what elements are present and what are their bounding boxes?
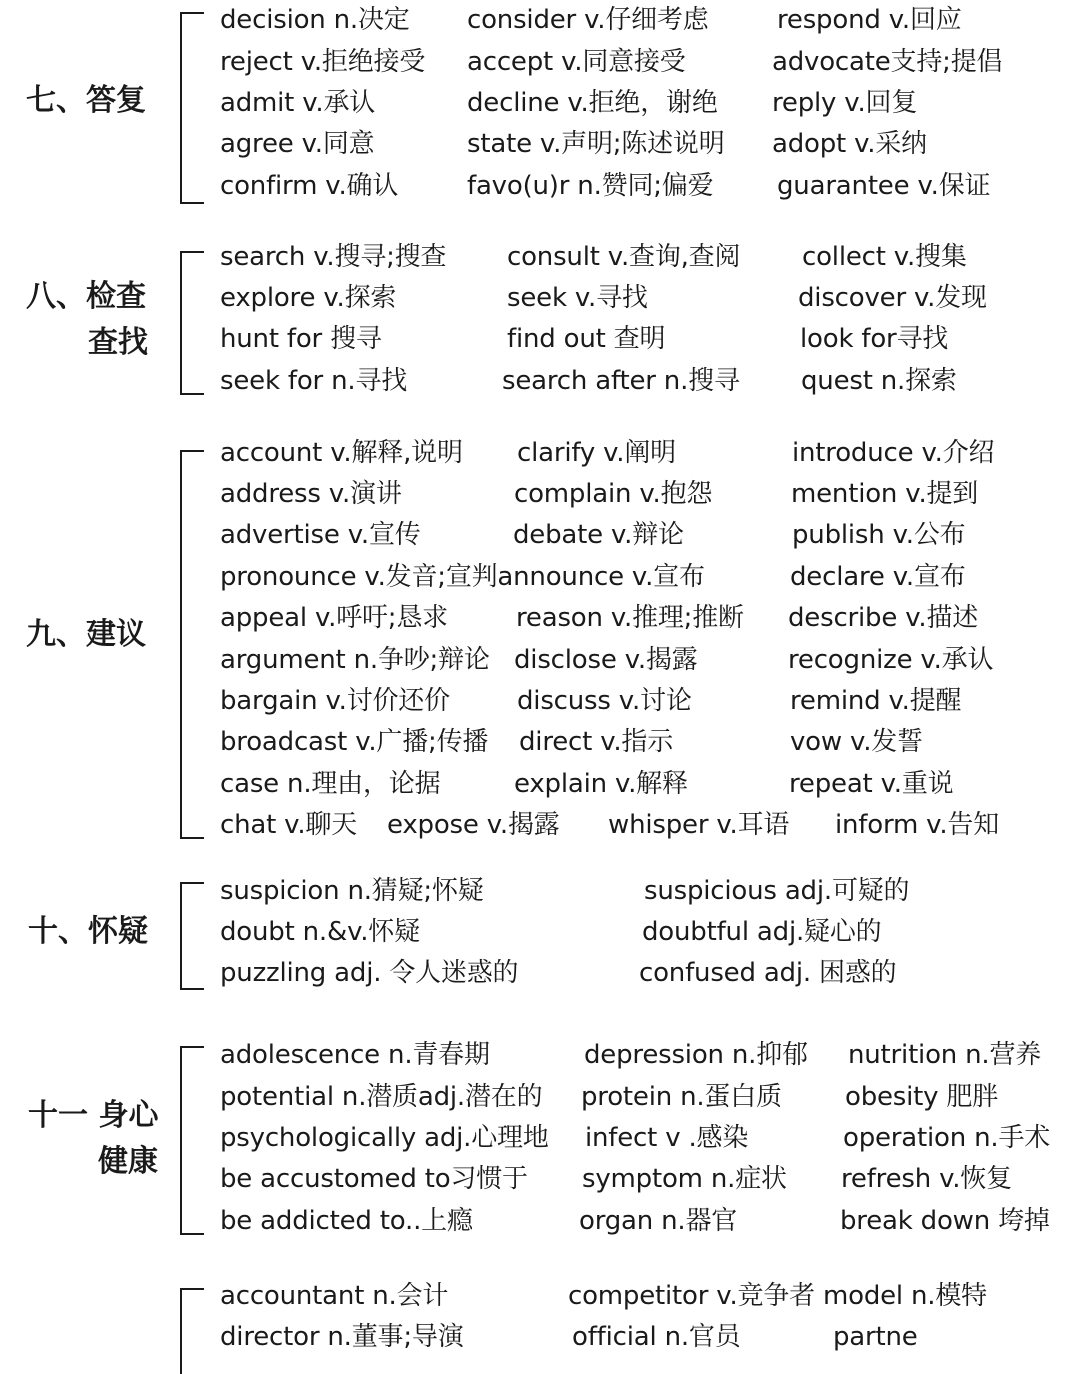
vocab-entry: obesity 肥胖 bbox=[845, 1082, 999, 1112]
vocab-entry: operation n.手术 bbox=[843, 1123, 1051, 1153]
vocab-entry: puzzling adj. 令人迷惑的 bbox=[220, 958, 519, 988]
vocab-entry: organ n.器官 bbox=[579, 1206, 738, 1236]
vocab-entry: find out 查明 bbox=[507, 324, 666, 354]
vocab-entry: consult v.查询,查阅 bbox=[507, 242, 741, 272]
vocab-entry: reason v.推理;推断 bbox=[516, 603, 744, 633]
vocab-entry: remind v.提醒 bbox=[790, 686, 962, 716]
vocab-entry: respond v.回应 bbox=[777, 5, 962, 35]
group-bracket bbox=[180, 1046, 204, 1235]
group-bracket bbox=[180, 882, 204, 990]
section-title bbox=[26, 78, 146, 124]
vocab-entry: vow v.发誓 bbox=[790, 727, 923, 757]
vocab-entry: expose v.揭露 bbox=[387, 810, 560, 840]
vocab-entry: recognize v.承认 bbox=[788, 645, 994, 675]
section-title bbox=[28, 909, 148, 955]
vocab-entry: clarify v.阐明 bbox=[517, 438, 676, 468]
vocab-entry: be accustomed to习惯于 bbox=[220, 1164, 528, 1194]
vocab-entry: introduce v.介绍 bbox=[792, 438, 995, 468]
vocab-entry: official n.官员 bbox=[572, 1322, 741, 1352]
vocab-entry: decision n.决定 bbox=[220, 5, 410, 35]
section-title bbox=[26, 274, 148, 366]
vocab-entry: whisper v.耳语 bbox=[608, 810, 790, 840]
vocab-entry: psychologically adj.心理地 bbox=[220, 1123, 549, 1153]
vocab-entry: bargain v.讨价还价 bbox=[220, 686, 450, 716]
vocab-entry: confirm v.确认 bbox=[220, 171, 399, 201]
vocab-entry: adopt v.采纳 bbox=[772, 129, 927, 159]
vocab-entry: accountant n.会计 bbox=[220, 1281, 449, 1311]
section-title-line: 九、建议 bbox=[26, 617, 146, 652]
vocab-entry: break down 垮掉 bbox=[840, 1206, 1050, 1236]
vocab-entry: competitor v.竞争者 model n.模特 bbox=[568, 1281, 987, 1311]
vocab-entry: refresh v.恢复 bbox=[841, 1164, 1012, 1194]
section-title-line: 八、检查 bbox=[26, 279, 146, 314]
vocab-entry: broadcast v.广播;传播 bbox=[220, 727, 489, 757]
vocab-entry: accept v.同意接受 bbox=[467, 47, 686, 77]
vocab-entry: disclose v.揭露 bbox=[514, 645, 698, 675]
vocab-entry: describe v.描述 bbox=[788, 603, 979, 633]
vocab-entry: repeat v.重说 bbox=[789, 769, 954, 799]
vocab-entry: search after n.搜寻 bbox=[502, 366, 740, 396]
vocab-entry: quest n.探索 bbox=[801, 366, 957, 396]
vocab-entry: reject v.拒绝接受 bbox=[220, 47, 426, 77]
vocab-entry: state v.声明;陈述说明 bbox=[467, 129, 725, 159]
vocab-entry: director n.董事;导演 bbox=[220, 1322, 464, 1352]
vocab-entry: suspicious adj.可疑的 bbox=[644, 876, 910, 906]
vocab-entry: partne bbox=[833, 1322, 918, 1352]
vocab-entry: chat v.聊天 bbox=[220, 810, 357, 840]
vocab-entry: advertise v.宣传 bbox=[220, 520, 421, 550]
vocab-entry: consider v.仔细考虑 bbox=[467, 5, 709, 35]
group-bracket bbox=[180, 1288, 204, 1374]
vocab-entry: guarantee v.保证 bbox=[777, 171, 991, 201]
vocab-entry: be addicted to..上瘾 bbox=[220, 1206, 473, 1236]
vocab-entry: symptom n.症状 bbox=[582, 1164, 787, 1194]
vocab-entry: depression n.抑郁 bbox=[584, 1040, 808, 1070]
vocab-entry: seek for n.寻找 bbox=[220, 366, 408, 396]
section-title-line: 十一 身心 bbox=[28, 1098, 159, 1133]
vocab-entry: confused adj. 困惑的 bbox=[639, 958, 897, 988]
vocab-entry: agree v.同意 bbox=[220, 129, 375, 159]
section-title-line: 查找 bbox=[88, 325, 148, 360]
section-title-line: 十、怀疑 bbox=[28, 914, 148, 949]
vocab-entry: declare v.宣布 bbox=[790, 562, 966, 592]
group-bracket bbox=[180, 450, 204, 839]
vocab-entry: advocate支持;提倡 bbox=[772, 47, 1003, 77]
vocab-entry: protein n.蛋白质 bbox=[581, 1082, 782, 1112]
vocab-entry: appeal v.呼吁;恳求 bbox=[220, 603, 448, 633]
vocab-entry: look for寻找 bbox=[800, 324, 949, 354]
vocab-entry: nutrition n.营养 bbox=[848, 1040, 1042, 1070]
vocab-entry: case n.理由，论据 bbox=[220, 769, 441, 799]
vocab-entry: inform v.告知 bbox=[835, 810, 1000, 840]
vocab-entry: adolescence n.青春期 bbox=[220, 1040, 490, 1070]
vocab-entry: discover v.发现 bbox=[798, 283, 987, 313]
vocab-entry: infect v .感染 bbox=[585, 1123, 749, 1153]
vocab-entry: doubtful adj.疑心的 bbox=[642, 917, 882, 947]
vocab-entry: admit v.承认 bbox=[220, 88, 376, 118]
vocab-entry: seek v.寻找 bbox=[507, 283, 648, 313]
vocab-entry: potential n.潜质adj.潜在的 bbox=[220, 1082, 543, 1112]
vocab-entry: hunt for 搜寻 bbox=[220, 324, 382, 354]
vocab-entry: debate v.辩论 bbox=[513, 520, 684, 550]
section-title-line: 健康 bbox=[98, 1144, 158, 1179]
vocab-entry: suspicion n.猜疑;怀疑 bbox=[220, 876, 484, 906]
vocab-entry: address v.演讲 bbox=[220, 479, 402, 509]
vocab-entry: direct v.指示 bbox=[519, 727, 674, 757]
vocab-entry: explore v.探索 bbox=[220, 283, 397, 313]
section-title bbox=[26, 612, 146, 658]
vocab-entry: decline v.拒绝，谢绝 bbox=[467, 88, 718, 118]
vocab-entry: reply v.回复 bbox=[772, 88, 918, 118]
vocab-entry: pronounce v.发音;宣判announce v.宣布 bbox=[220, 562, 705, 592]
vocab-entry: publish v.公布 bbox=[792, 520, 966, 550]
group-bracket bbox=[180, 12, 204, 204]
vocab-entry: discuss v.讨论 bbox=[517, 686, 692, 716]
section-title bbox=[28, 1093, 158, 1185]
vocab-entry: argument n.争吵;辩论 bbox=[220, 645, 490, 675]
vocab-entry: account v.解释,说明 bbox=[220, 438, 463, 468]
group-bracket bbox=[180, 251, 204, 395]
vocab-entry: complain v.抱怨 bbox=[514, 479, 713, 509]
vocab-entry: collect v.搜集 bbox=[802, 242, 967, 272]
vocab-entry: explain v.解释 bbox=[514, 769, 688, 799]
section-title-line: 七、答复 bbox=[26, 83, 146, 118]
vocab-entry: favo(u)r n.赞同;偏爱 bbox=[467, 171, 714, 201]
vocab-entry: doubt n.&v.怀疑 bbox=[220, 917, 420, 947]
vocab-entry: mention v.提到 bbox=[791, 479, 979, 509]
vocab-entry: search v.搜寻;搜查 bbox=[220, 242, 447, 272]
